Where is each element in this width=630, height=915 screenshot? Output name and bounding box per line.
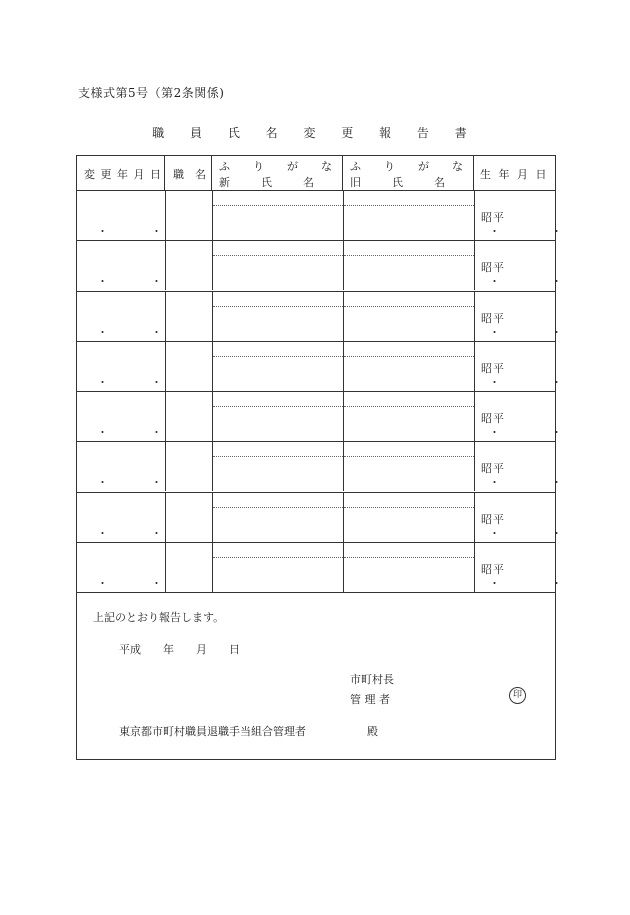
column-divider	[474, 543, 475, 592]
column-divider	[343, 241, 344, 290]
column-divider	[474, 392, 475, 441]
column-divider	[343, 543, 344, 592]
document-title: 職 員 氏 名 変 更 報 告 書	[152, 126, 478, 140]
furigana-divider	[213, 255, 343, 256]
addressee-text: 東京都市町村職員退職手当組合管理者	[119, 725, 306, 738]
column-divider	[343, 342, 344, 391]
furigana-divider	[344, 406, 474, 407]
column-divider	[474, 191, 475, 240]
seal-icon: 印	[509, 687, 526, 704]
header-new-furigana: ふ り が な	[219, 160, 338, 173]
table-row	[77, 291, 582, 341]
column-divider	[343, 392, 344, 441]
furigana-divider	[344, 255, 474, 256]
change-date-dots: ・ ・	[97, 426, 178, 439]
report-table	[76, 155, 582, 760]
header-birth-date-label: 生 年 月 日	[480, 168, 549, 181]
birth-date-dots: ・ ・	[489, 576, 582, 590]
column-divider	[212, 241, 213, 290]
furigana-divider	[344, 507, 474, 508]
furigana-divider	[213, 406, 343, 407]
column-divider	[343, 292, 344, 341]
column-divider	[212, 191, 213, 240]
furigana-divider	[344, 557, 474, 558]
header-old-furigana: ふ り が な	[350, 160, 469, 173]
manager-label: 管 理 者	[350, 693, 390, 706]
table-row	[77, 391, 582, 441]
furigana-divider	[213, 356, 343, 357]
era-label: 昭平	[481, 311, 505, 325]
column-divider	[474, 493, 475, 542]
era-label: 昭平	[481, 562, 505, 576]
header-new-name-label: 新 氏 名	[219, 176, 317, 189]
birth-date-dots: ・ ・	[489, 225, 582, 238]
table-row	[77, 542, 582, 592]
furigana-divider	[344, 205, 474, 206]
column-divider	[212, 392, 213, 441]
change-date-dots: ・ ・	[97, 375, 178, 389]
header-change-date-label: 変 更 年 月 日	[84, 168, 162, 181]
column-divider	[212, 342, 213, 391]
furigana-divider	[344, 356, 474, 357]
column-divider	[212, 493, 213, 542]
change-date-dots: ・ ・	[97, 325, 178, 339]
furigana-divider	[213, 205, 343, 206]
birth-date-dots: ・ ・	[489, 325, 582, 339]
change-date-dots: ・ ・	[97, 225, 178, 238]
era-label: 昭平	[481, 512, 505, 526]
column-divider	[474, 292, 475, 341]
table-row	[77, 441, 582, 491]
mayor-label: 市町村長	[350, 673, 394, 686]
change-date-dots: ・ ・	[97, 526, 178, 540]
column-divider	[474, 442, 475, 491]
table-row	[77, 492, 582, 542]
change-date-dots: ・ ・	[97, 275, 178, 289]
column-divider	[343, 442, 344, 491]
furigana-divider	[213, 557, 343, 558]
form-label: 支様式第5号（第2条関係)	[78, 86, 225, 100]
honorific-text: 殿	[367, 725, 378, 738]
birth-date-dots: ・ ・	[489, 275, 582, 289]
report-footer	[77, 592, 555, 761]
furigana-divider	[213, 507, 343, 508]
column-divider	[212, 442, 213, 491]
table-row	[77, 190, 582, 240]
header-old-name-label: 旧 氏 名	[350, 176, 448, 189]
furigana-divider	[344, 456, 474, 457]
era-label: 昭平	[481, 261, 505, 275]
furigana-divider	[213, 306, 343, 307]
era-label: 昭平	[481, 462, 505, 476]
table-row	[77, 341, 582, 391]
column-divider	[343, 191, 344, 240]
column-divider	[212, 292, 213, 341]
header-new-name	[212, 156, 343, 190]
birth-date-dots: ・ ・	[489, 375, 582, 389]
birth-date-dots: ・ ・	[489, 426, 582, 439]
change-date-dots: ・ ・	[97, 576, 178, 590]
header-birth-date	[474, 156, 555, 190]
birth-date-dots: ・ ・	[489, 476, 582, 490]
header-old-name	[343, 156, 474, 190]
change-date-dots: ・ ・	[97, 476, 178, 490]
era-label: 昭平	[481, 211, 505, 224]
table-row	[77, 240, 582, 290]
birth-date-dots: ・ ・	[489, 526, 582, 540]
column-divider	[343, 493, 344, 542]
report-date-line: 平成 年 月 日	[119, 643, 240, 656]
statement-text: 上記のとおり報告します。	[93, 611, 225, 624]
header-change-date	[77, 156, 165, 190]
era-label: 昭平	[481, 361, 505, 375]
furigana-divider	[213, 456, 343, 457]
header-position	[165, 156, 212, 190]
furigana-divider	[344, 306, 474, 307]
column-divider	[474, 342, 475, 391]
header-position-label: 職 名	[173, 168, 206, 181]
column-divider	[212, 543, 213, 592]
column-divider	[474, 241, 475, 290]
era-label: 昭平	[481, 412, 505, 425]
